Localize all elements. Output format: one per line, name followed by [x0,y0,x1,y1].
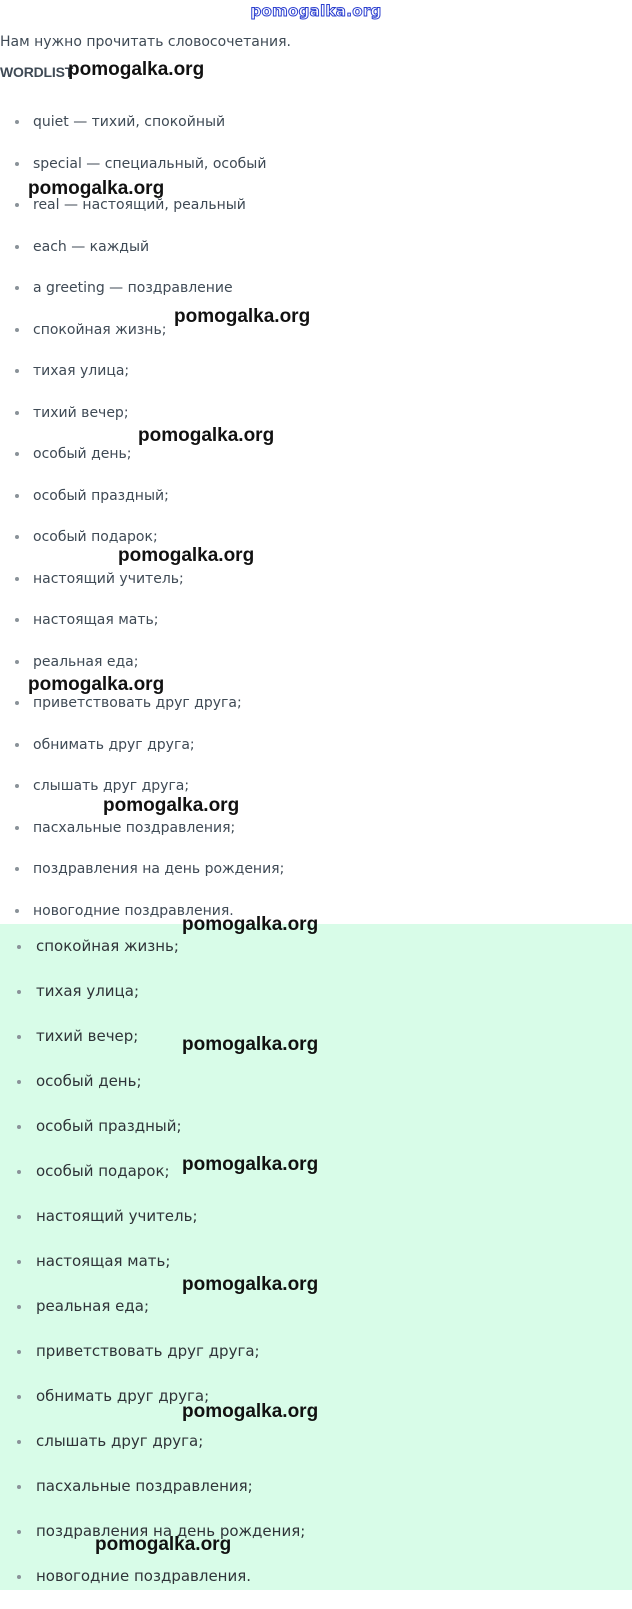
phrase-item: новогодние поздравления. [0,899,632,941]
answer-phrase-item: тихий вечер; [0,1024,632,1069]
watermark: pomogalka.org [182,1034,319,1055]
answer-phrase-item: пасхальные поздравления; [0,1474,632,1519]
answer-panel [0,924,632,1590]
watermark: pomogalka.org [28,178,165,199]
wordlist-item: each — каждый [0,235,632,277]
phrase-item: спокойная жизнь; [0,318,632,360]
watermark: pomogalka.org [138,425,275,446]
phrase-item: реальная еда; [0,650,632,692]
answer-phrase-item: спокойная жизнь; [0,934,632,979]
wordlist-and-phrases-list [0,110,632,940]
phrase-item: особый день; [0,442,632,484]
phrase-item: обнимать друг друга; [0,733,632,775]
answer-phrase-item: настоящий учитель; [0,1204,632,1249]
phrase-item: особый подарок; [0,525,632,567]
watermark: pomogalka.org [174,306,311,327]
phrase-item: особый праздный; [0,484,632,526]
answer-phrase-item: приветствовать друг друга; [0,1339,632,1384]
phrase-item: слышать друг друга; [0,774,632,816]
watermark: pomogalka.org [182,1401,319,1422]
intro-text: Нам нужно прочитать словосочетания. [0,34,291,50]
watermark: pomogalka.org [95,1534,232,1555]
answer-phrase-item: настоящая мать; [0,1249,632,1294]
answer-phrase-item: обнимать друг друга; [0,1384,632,1429]
wordlist-item: real — настоящий, реальный [0,193,632,235]
answer-phrase-item: особый день; [0,1069,632,1114]
site-title-link[interactable]: pomogalka.org [250,2,382,20]
watermark: pomogalka.org [68,59,205,80]
wordlist-item: a greeting — поздравление [0,276,632,318]
phrase-item: приветствовать друг друга; [0,691,632,733]
answer-phrase-item: слышать друг друга; [0,1429,632,1474]
phrase-item: тихая улица; [0,359,632,401]
watermark: pomogalka.org [28,674,165,695]
phrase-item: настоящий учитель; [0,567,632,609]
answer-phrase-item: особый подарок; [0,1159,632,1204]
answer-phrase-item: особый праздный; [0,1114,632,1159]
watermark: pomogalka.org [182,1154,319,1175]
watermark: pomogalka.org [103,795,240,816]
watermark: pomogalka.org [182,1274,319,1295]
phrase-item: настоящая мать; [0,608,632,650]
phrase-item: пасхальные поздравления; [0,816,632,858]
watermark: pomogalka.org [118,545,255,566]
wordlist-item: quiet — тихий, спокойный [0,110,632,152]
wordlist-item: special — специальный, особый [0,152,632,194]
answer-phrase-item: поздравления на день рождения; [0,1519,632,1564]
answer-phrase-item: тихая улица; [0,979,632,1024]
phrase-item: тихий вечер; [0,401,632,443]
answer-phrase-item: новогодние поздравления. [0,1564,632,1609]
watermark: pomogalka.org [182,914,319,935]
answer-phrase-item: реальная еда; [0,1294,632,1339]
phrase-item: поздравления на день рождения; [0,857,632,899]
wordlist-heading: WORDLIST [0,64,74,80]
